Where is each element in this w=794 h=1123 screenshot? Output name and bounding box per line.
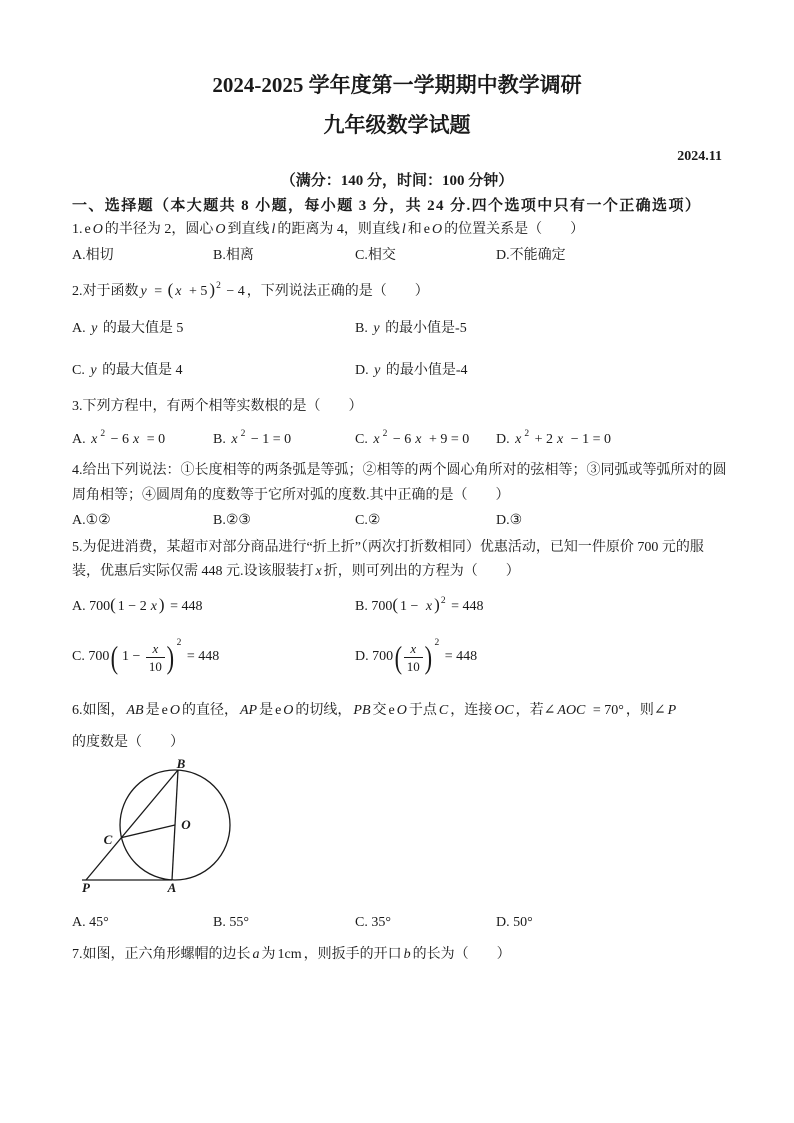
option-letter: B. 700 bbox=[355, 599, 393, 614]
option-letter: A. bbox=[72, 321, 90, 336]
math-variable: O bbox=[215, 222, 226, 237]
circle-symbol: e bbox=[388, 703, 395, 718]
math-variable: O bbox=[283, 703, 294, 718]
math-paren: ( bbox=[167, 280, 174, 299]
question-2-option-c bbox=[72, 362, 183, 380]
math-exponent: 2 bbox=[524, 429, 530, 439]
question-2-stem bbox=[72, 281, 429, 302]
question-5-option-c bbox=[72, 635, 221, 680]
question-2-option-b bbox=[355, 320, 467, 338]
question-4-option-d: D.③ bbox=[496, 513, 523, 528]
math-paren: ) bbox=[166, 639, 174, 675]
math-term: 1 − bbox=[122, 649, 144, 665]
math-term: = 0 bbox=[143, 432, 166, 447]
question-5-option-a bbox=[72, 596, 205, 616]
math-variable: P bbox=[667, 703, 677, 718]
label-point-c: C bbox=[103, 832, 113, 847]
math-paren: ( bbox=[394, 639, 403, 675]
math-variable: y bbox=[374, 363, 381, 378]
fraction-numerator: x bbox=[146, 640, 165, 658]
stem-text: 为 bbox=[261, 947, 276, 962]
question-3-stem: 3.下列方程中，有两个相等实数根的是（ ） bbox=[72, 399, 363, 414]
question-6-option-c: C. 35° bbox=[355, 915, 391, 930]
math-term: − 4 bbox=[222, 284, 245, 299]
option-letter: A. bbox=[72, 432, 90, 447]
math-variable: O bbox=[92, 222, 103, 237]
circle-symbol: e bbox=[84, 222, 91, 237]
math-term: 1 − bbox=[400, 599, 422, 614]
math-variable: PB bbox=[353, 703, 371, 718]
math-variable: b bbox=[403, 947, 411, 962]
question-3-option-b bbox=[213, 431, 293, 450]
stem-text: ，则扳手的开口 bbox=[303, 947, 402, 962]
stem-text: 的距离为 4，则直线 bbox=[277, 222, 400, 237]
question-5-stem-line-1: 5.为促进消费，某超市对部分商品进行“折上折”（两次打折数相同）优惠活动，已知一件原价 700 元的服 bbox=[72, 540, 704, 555]
question-4-stem-line-1: 4.给出下列说法：①长度相等的两条弧是等弧；②相等的两个圆心角所对的弦相等；③同弧或等弧所对的圆 bbox=[72, 463, 727, 478]
segment-oc bbox=[122, 825, 176, 838]
stem-text: ，连接 bbox=[450, 703, 493, 718]
math-term: − 1 = 0 bbox=[247, 432, 292, 447]
option-text: 的最大值是 4 bbox=[98, 363, 183, 378]
math-term: = 448 bbox=[183, 649, 220, 665]
stem-text: 7.如图，正六角形螺帽的边长 bbox=[72, 947, 251, 962]
math-variable: C bbox=[438, 703, 449, 718]
stem-text: ，若∠ bbox=[515, 703, 556, 718]
math-paren: ) bbox=[209, 280, 216, 299]
math-variable: OC bbox=[494, 703, 514, 718]
option-letter: C. bbox=[355, 432, 372, 447]
stem-text: ，则∠ bbox=[625, 703, 666, 718]
math-term: − 1 = 0 bbox=[567, 432, 612, 447]
stem-text: 的位置关系是（ ） bbox=[444, 222, 585, 237]
math-term: + 9 = 0 bbox=[425, 432, 470, 447]
circle-tangent-figure bbox=[66, 756, 246, 898]
option-letter: D. bbox=[496, 432, 514, 447]
stem-text: 装，优惠后实际仅需 448 元.设该服装打 bbox=[72, 564, 314, 579]
math-exponent: 2 bbox=[440, 596, 446, 606]
stem-text: 到直线 bbox=[227, 222, 270, 237]
option-letter: C. 700 bbox=[72, 649, 110, 665]
fraction-numerator: x bbox=[404, 640, 423, 658]
math-exponent: 2 bbox=[240, 429, 246, 439]
math-variable: l bbox=[401, 222, 406, 237]
measurement-value: 1cm bbox=[277, 947, 302, 962]
stem-text: 1. bbox=[72, 222, 83, 237]
fraction-denominator: 10 bbox=[406, 658, 420, 674]
math-exponent: 2 bbox=[382, 429, 388, 439]
option-letter: D. bbox=[355, 363, 373, 378]
stem-text: 的长为（ ） bbox=[412, 947, 511, 962]
math-variable: O bbox=[169, 703, 180, 718]
math-variable: y bbox=[91, 321, 98, 336]
exam-title: 2024-2025 学年度第一学期期中教学调研 bbox=[212, 73, 582, 97]
option-letter: C. bbox=[72, 363, 89, 378]
stem-text: 交 bbox=[372, 703, 387, 718]
question-1-option-d: D.不能确定 bbox=[496, 248, 566, 263]
stem-text: 的直径， bbox=[181, 703, 238, 718]
math-variable: x bbox=[150, 599, 157, 614]
option-text: 的最大值是 5 bbox=[99, 321, 184, 336]
section-heading: 一、选择题（本大题共 8 小题，每小题 3 分，共 24 分.四个选项中只有一个正确选项） bbox=[72, 198, 702, 214]
label-point-o: O bbox=[181, 817, 191, 832]
math-term: + 5 bbox=[185, 284, 208, 299]
math-paren: ) bbox=[158, 595, 165, 614]
stem-text: 于点 bbox=[408, 703, 437, 718]
circle-symbol: e bbox=[423, 222, 430, 237]
stem-text: 的切线， bbox=[295, 703, 352, 718]
question-5-stem-line-2 bbox=[72, 563, 520, 581]
stem-text: 是 bbox=[145, 703, 160, 718]
option-letter: A. 700 bbox=[72, 599, 111, 614]
math-exponent: 2 bbox=[434, 638, 440, 649]
math-variable: a bbox=[252, 947, 260, 962]
label-point-p: P bbox=[82, 880, 90, 895]
circle-symbol: e bbox=[275, 703, 282, 718]
stem-text: 折，则可列出的方程为（ ） bbox=[323, 564, 520, 579]
math-exponent: 2 bbox=[216, 281, 221, 291]
question-1-option-b: B.相离 bbox=[213, 248, 254, 263]
label-point-b: B bbox=[176, 756, 186, 771]
math-term: = 448 bbox=[441, 649, 478, 665]
stem-text: 2.对于函数 bbox=[72, 284, 139, 299]
math-exponent: 2 bbox=[100, 429, 106, 439]
option-letter: B. bbox=[355, 321, 372, 336]
math-exponent: 2 bbox=[176, 638, 182, 649]
question-1-option-c: C.相交 bbox=[355, 248, 396, 263]
question-3-option-d bbox=[496, 431, 613, 450]
question-6-option-b: B. 55° bbox=[213, 915, 249, 930]
math-variable: AB bbox=[126, 703, 144, 718]
stem-text: 和 bbox=[407, 222, 422, 237]
math-term: − 6 bbox=[107, 432, 129, 447]
math-term: + 2 bbox=[531, 432, 553, 447]
question-4-stem-line-2: 周角相等；④圆周角的度数等于它所对弧的度数.其中正确的是（ ） bbox=[72, 488, 510, 503]
stem-text: 的半径为 2，圆心 bbox=[104, 222, 214, 237]
exam-subtitle: 九年级数学试题 bbox=[323, 113, 471, 137]
math-variable: y bbox=[140, 284, 147, 299]
fraction bbox=[146, 640, 165, 675]
question-4-option-c: C.② bbox=[355, 513, 381, 528]
math-term: 1 − 2 bbox=[117, 599, 147, 614]
math-variable: x bbox=[425, 599, 433, 614]
math-variable: x bbox=[175, 284, 182, 299]
question-2-option-d bbox=[355, 362, 468, 380]
exam-score-time-info: （满分：140 分，时间：100 分钟） bbox=[280, 173, 514, 189]
circle-symbol: e bbox=[161, 703, 168, 718]
question-4-option-b: B.②③ bbox=[213, 513, 251, 528]
math-variable: AOC bbox=[557, 703, 586, 718]
math-variable: AP bbox=[239, 703, 258, 718]
question-6-option-a: A. 45° bbox=[72, 915, 109, 930]
question-1-option-a: A.相切 bbox=[72, 248, 114, 263]
math-paren: ( bbox=[110, 595, 116, 614]
option-text: 的最小值是-5 bbox=[381, 321, 467, 336]
math-variable: x bbox=[231, 432, 238, 447]
math-paren: ( bbox=[392, 595, 399, 614]
option-letter: B. bbox=[213, 432, 230, 447]
math-operator: = bbox=[150, 284, 166, 299]
secant-pb bbox=[86, 770, 178, 880]
exam-date: 2024.11 bbox=[677, 149, 722, 164]
math-variable: x bbox=[315, 564, 322, 579]
math-term: = 70° bbox=[589, 703, 624, 718]
math-variable: x bbox=[91, 432, 98, 447]
question-6-stem-line-1 bbox=[72, 702, 678, 720]
math-variable: x bbox=[557, 432, 564, 447]
question-2-option-a bbox=[72, 320, 183, 338]
question-6-stem-line-2: 的度数是（ ） bbox=[72, 735, 184, 750]
stem-text: ，下列说法正确的是（ ） bbox=[246, 284, 429, 299]
stem-text: 6.如图， bbox=[72, 703, 125, 718]
math-variable: x bbox=[373, 432, 380, 447]
question-3-option-c bbox=[355, 431, 471, 450]
math-variable: y bbox=[373, 321, 380, 336]
math-variable: y bbox=[90, 363, 97, 378]
stem-text: 是 bbox=[259, 703, 274, 718]
math-paren: ) bbox=[434, 595, 440, 614]
math-term: − 6 bbox=[389, 432, 412, 447]
option-letter: D. 700 bbox=[355, 649, 394, 665]
fraction-denominator: 10 bbox=[148, 658, 162, 674]
label-point-a: A bbox=[167, 880, 177, 895]
question-1-stem bbox=[72, 221, 584, 239]
math-variable: O bbox=[396, 703, 407, 718]
option-text: 的最小值是-4 bbox=[382, 363, 468, 378]
math-term: = 448 bbox=[447, 599, 484, 614]
question-5-option-b bbox=[355, 596, 485, 617]
question-6-option-d: D. 50° bbox=[496, 915, 533, 930]
math-variable: l bbox=[271, 222, 276, 237]
fraction bbox=[404, 640, 423, 675]
math-paren: ( bbox=[110, 639, 119, 675]
question-5-option-d bbox=[355, 635, 479, 680]
math-variable: x bbox=[515, 432, 522, 447]
question-4-option-a: A.①② bbox=[72, 513, 111, 528]
question-7-stem bbox=[72, 946, 511, 964]
math-variable: x bbox=[133, 432, 140, 447]
math-term: = 448 bbox=[166, 599, 203, 614]
math-paren: ) bbox=[424, 639, 432, 675]
question-3-option-a bbox=[72, 431, 167, 450]
math-variable: x bbox=[415, 432, 422, 447]
math-variable: O bbox=[431, 222, 443, 237]
